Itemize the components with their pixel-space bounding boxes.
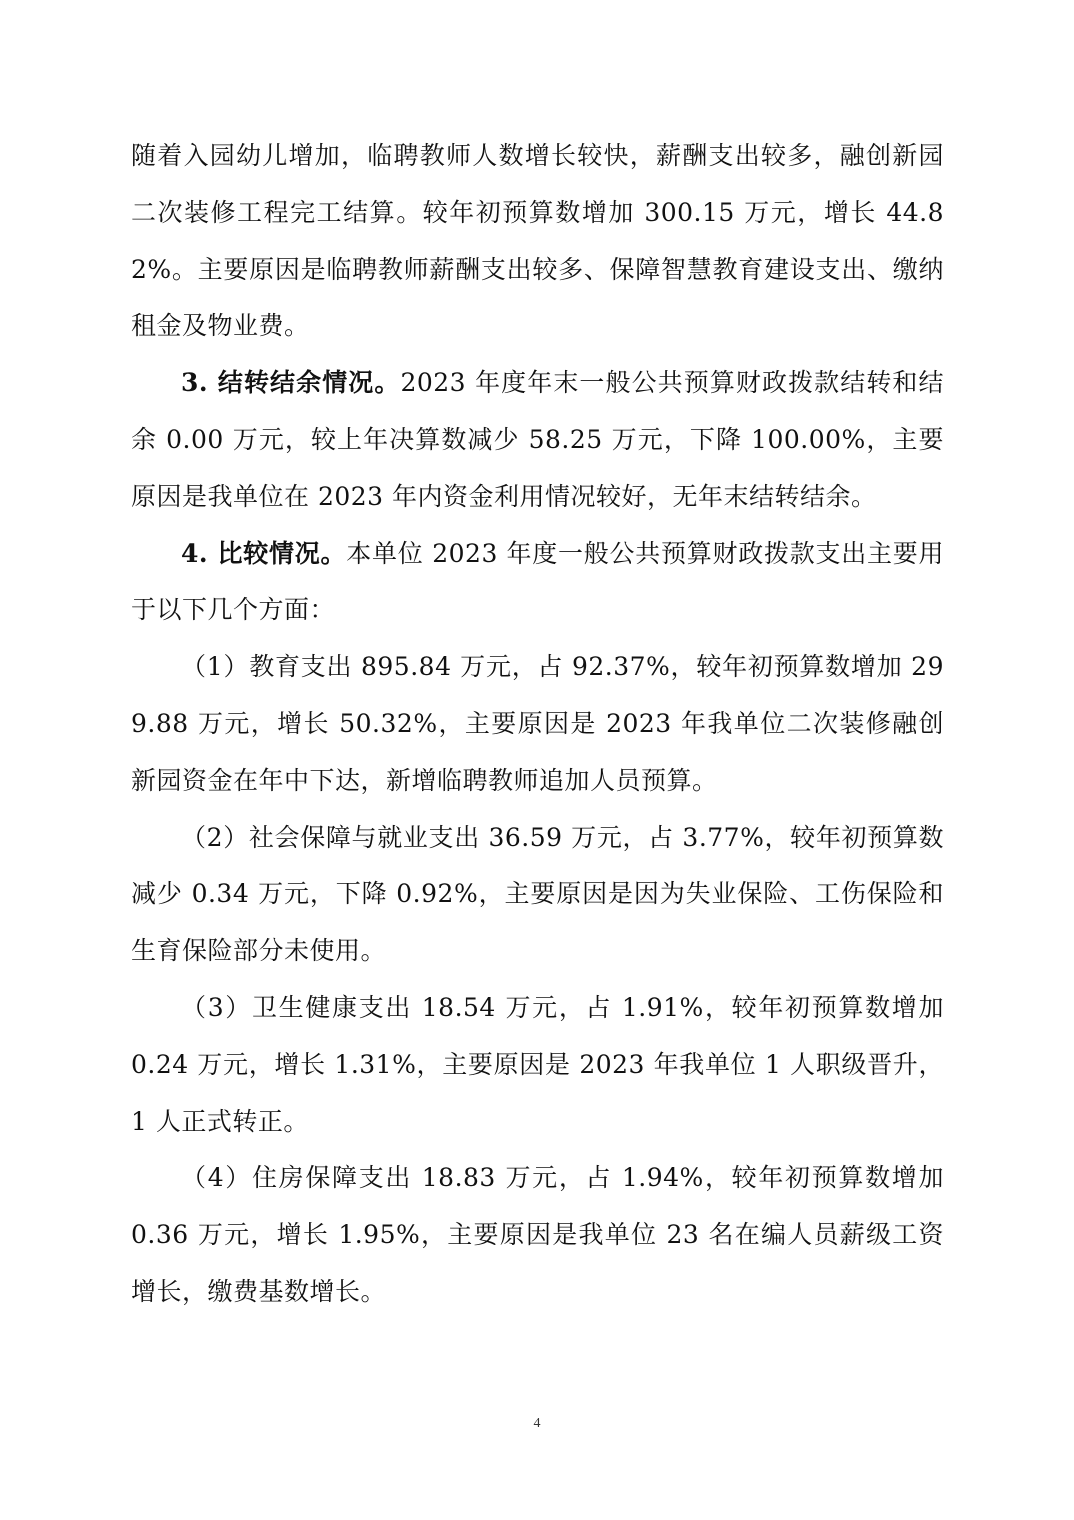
paragraph-continuation xyxy=(131,128,944,355)
paragraph-text: （4）住房保障支出 18.83 万元，占 1.94%，较年初预算数增加 0.36 万元，增长 1.95%，主要原因是我单位 23 名在编人员薪级工资增长，缴费基数增长。 xyxy=(131,1163,944,1306)
paragraph-comparison xyxy=(131,526,944,640)
paragraph-text: 本单位 2023 年度一般公共预算财政拨款支出主要用于以下几个方面： xyxy=(131,538,944,625)
section-heading: 3. 结转结余情况。 xyxy=(181,368,401,398)
paragraph-text: 2023 年度年末一般公共预算财政拨款结转和结余 0.00 万元，较上年决算数减少 58.25 万元，下降 100.00%，主要原因是我单位在 2023 年内资金利用情况较好，无年末结转结余。 xyxy=(131,368,944,511)
paragraph-text: （2）社会保障与就业支出 36.59 万元，占 3.77%，较年初预算数减少 0.34 万元，下降 0.92%，主要原因是因为失业保险、工伤保险和生育保险部分未使用。 xyxy=(131,822,944,966)
paragraph-text: （3）卫生健康支出 18.54 万元，占 1.91%，较年初预算数增加 0.24 万元，增长 1.31%，主要原因是 2023 年我单位 1 人职级晋升，1 人正式转正。 xyxy=(131,992,944,1136)
section-heading: 4. 比较情况。 xyxy=(181,538,347,568)
paragraph-education xyxy=(131,639,944,809)
page-number: 4 xyxy=(533,1416,541,1431)
paragraph-carryover-balance xyxy=(131,355,944,525)
paragraph-housing xyxy=(131,1150,944,1320)
body-text xyxy=(131,128,944,1321)
paragraph-text: （1）教育支出 895.84 万元，占 92.37%，较年初预算数增加 299.88 万元，增长 50.32%，主要原因是 2023 年我单位二次装修融创新园资金在年中下达，新增临聘教师追加人员预算。 xyxy=(131,652,944,795)
paragraph-social-security xyxy=(131,810,944,980)
paragraph-health xyxy=(131,980,944,1150)
paragraph-text: 随着入园幼儿增加，临聘教师人数增长较快，薪酬支出较多，融创新园二次装修工程完工结算。较年初预算数增加 300.15 万元，增长 44.82%。主要原因是临聘教师薪酬支出较多、保障智慧教育建设支出、缴纳租金及物业费。 xyxy=(131,141,944,341)
